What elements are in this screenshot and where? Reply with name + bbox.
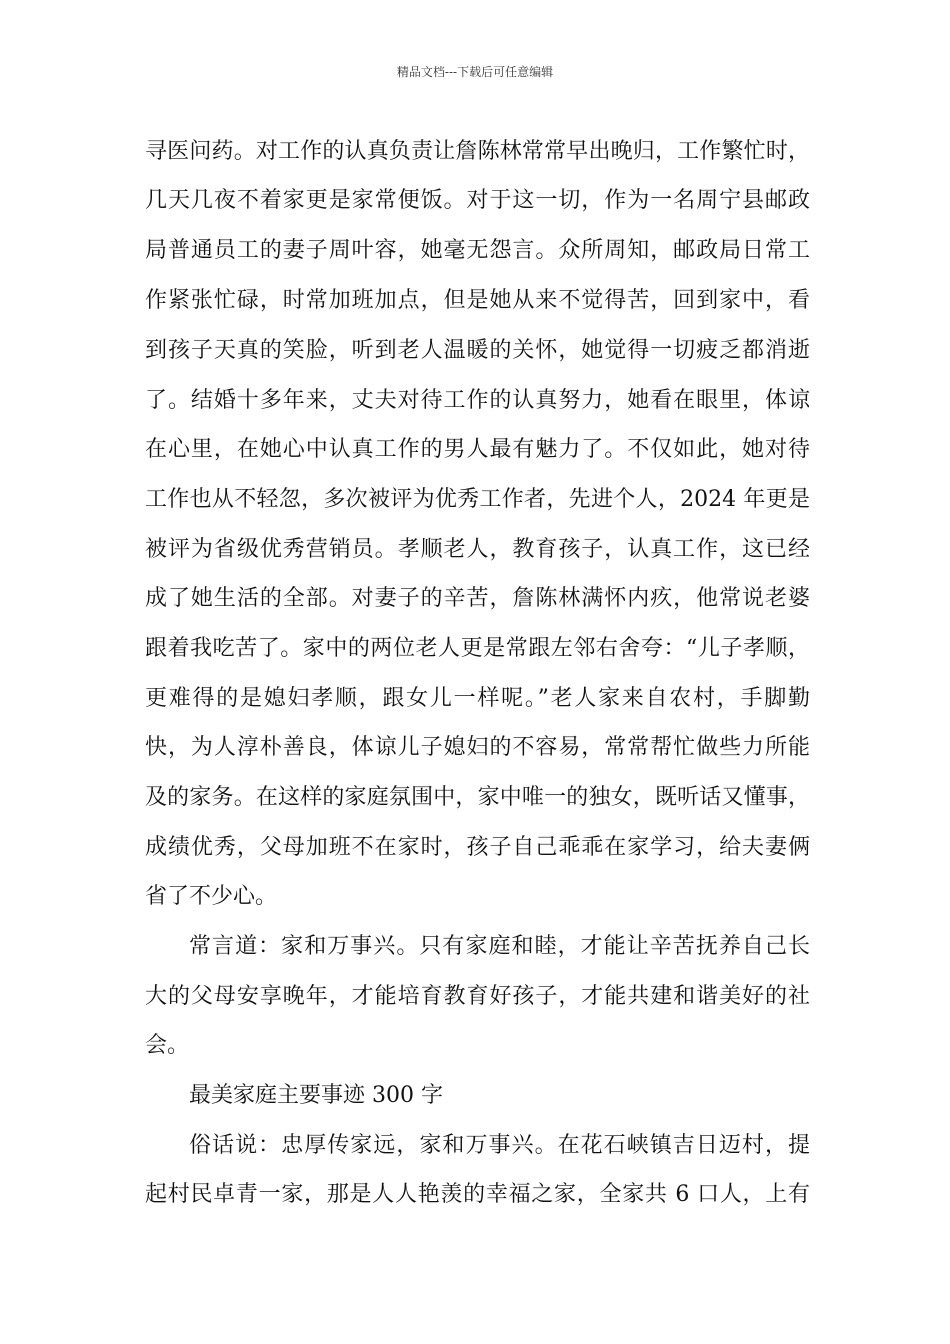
body-text-line: 到孩子天真的笑脸，听到老人温暖的关怀，她觉得一切疲乏都消逝 (145, 338, 810, 363)
body-text-line: 成了她生活的全部。对妻子的辛苦，詹陈林满怀内疚，他常说老婆 (145, 586, 810, 611)
body-text-line: 被评为省级优秀营销员。孝顺老人，教育孩子，认真工作，这已经 (145, 537, 810, 562)
body-text-line: 作紧张忙碌，时常加班加点，但是她从来不觉得苦，回到家中，看 (145, 288, 810, 313)
body-text-line: 会。 (145, 1033, 190, 1058)
body-text-line: 更难得的是媳妇孝顺，跟女儿一样呢。”老人家来自农村，手脚勤 (145, 686, 810, 711)
body-text-line: 寻医问药。对工作的认真负责让詹陈林常常早出晚归，工作繁忙时， (145, 139, 810, 164)
body-text-line: 快，为人淳朴善良，体谅儿子媳妇的不容易，常常帮忙做些力所能 (145, 735, 810, 760)
body-text-line: 起村民卓青一家，那是人人艳羡的幸福之家，全家共 6 口人，上有 (145, 1182, 810, 1207)
body-text-line: 常言道：家和万事兴。只有家庭和睦，才能让辛苦抚养自己长 (189, 934, 810, 959)
body-text-line: 大的父母安享晚年，才能培育教育好孩子，才能共建和谐美好的社 (145, 984, 810, 1009)
page-header: 精品文档---下载后可任意编辑 (396, 65, 554, 79)
body-text-line: 成绩优秀，父母加班不在家时，孩子自己乖乖在家学习，给夫妻俩 (145, 835, 810, 860)
body-text-line: 几天几夜不着家更是家常便饭。对于这一切，作为一名周宁县邮政 (145, 188, 810, 213)
body-text-line: 了。结婚十多年来，丈夫对待工作的认真努力，她看在眼里，体谅 (145, 388, 810, 413)
body-text-line: 省了不少心。 (145, 884, 278, 909)
section-heading: 最美家庭主要事迹 300 字 (189, 1083, 443, 1108)
body-text-line: 俗话说：忠厚传家远，家和万事兴。在花石峡镇吉日迈村，提 (189, 1133, 810, 1158)
body-text-line: 工作也从不轻忽，多次被评为优秀工作者，先进个人，2024 年更是 (145, 487, 810, 512)
body-text-line: 局普通员工的妻子周叶容，她毫无怨言。众所周知，邮政局日常工 (145, 238, 810, 263)
body-text-line: 跟着我吃苦了。家中的两位老人更是常跟左邻右舍夸：“儿子孝顺， (145, 636, 810, 661)
body-text-line: 及的家务。在这样的家庭氛围中，家中唯一的独女，既听话又懂事， (145, 785, 810, 810)
body-text-line: 在心里，在她心中认真工作的男人最有魅力了。不仅如此，她对待 (145, 437, 810, 462)
